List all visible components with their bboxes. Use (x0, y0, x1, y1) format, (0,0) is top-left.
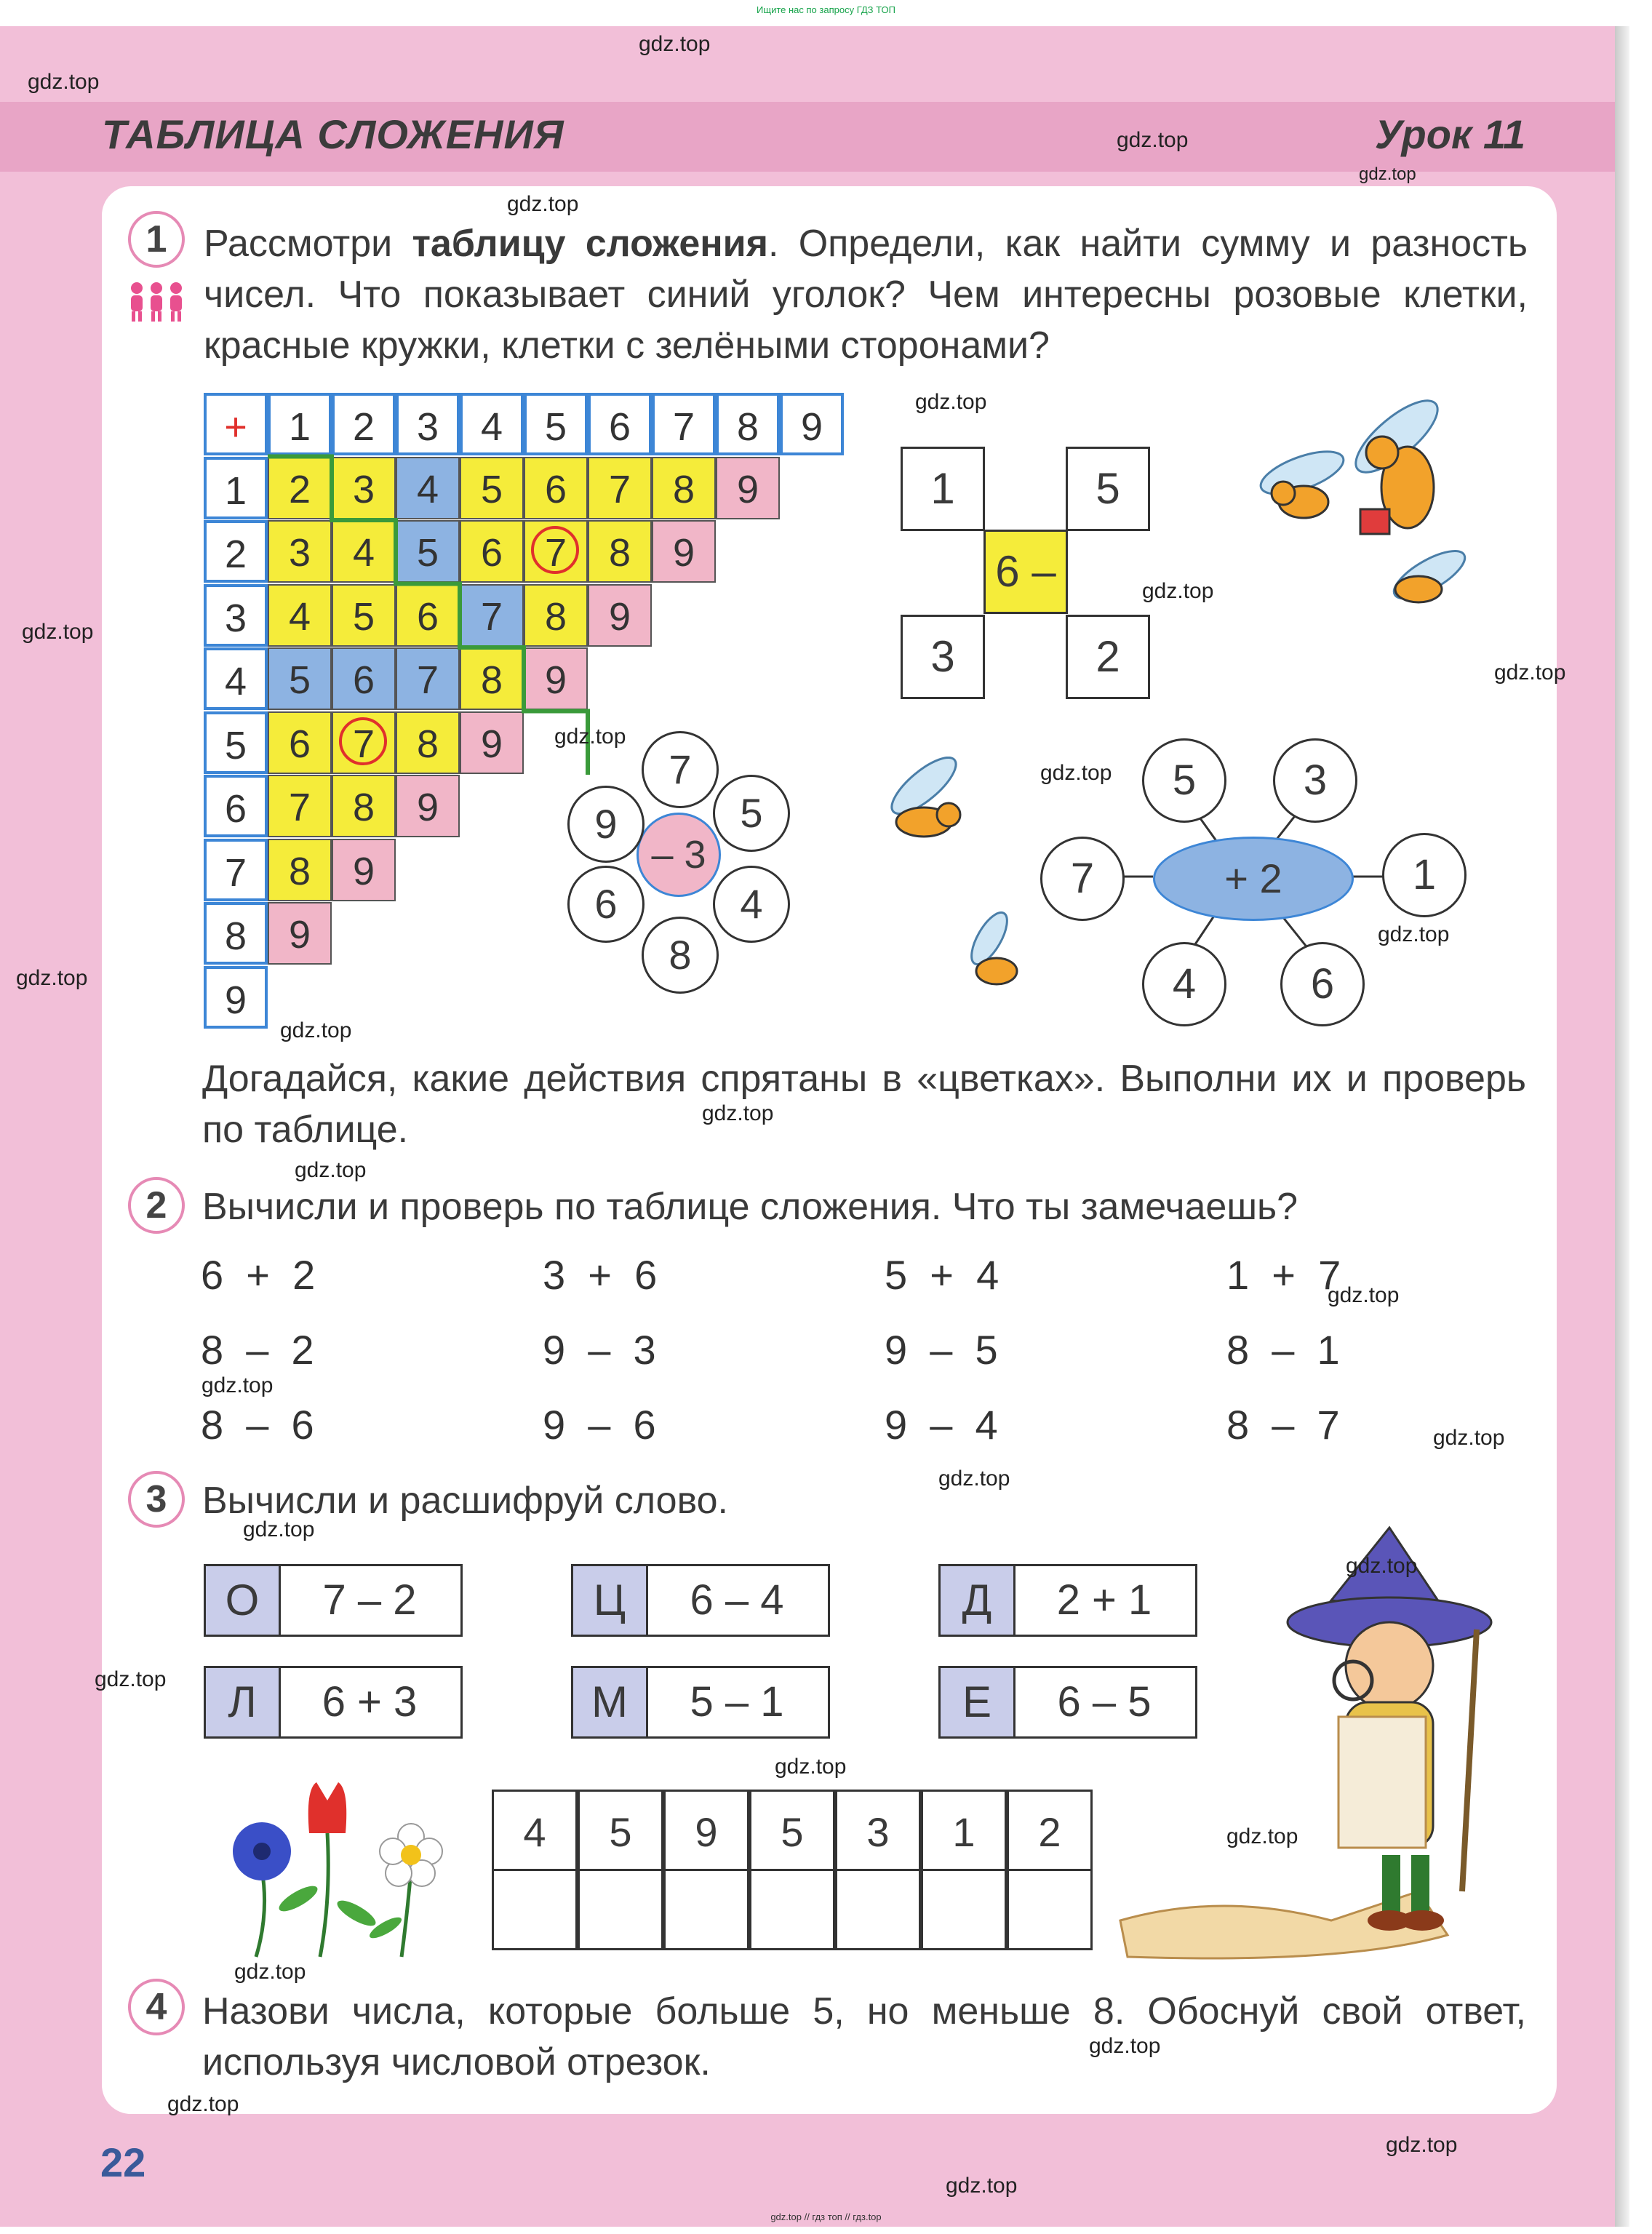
watermark: gdz.top (1386, 2133, 1458, 2157)
flower-minus-petal: 5 (713, 775, 790, 852)
table-sum-cell: 5 (460, 457, 524, 519)
flower-minus-petal: 4 (713, 866, 790, 943)
table-sum-cell: 9 (716, 457, 780, 519)
task4-text: Назови числа, которые больше 5, но меньше 8. Обоснуй свой ответ, используя числовой отрезок. (202, 1990, 1526, 2083)
watermark: gdz.top (1346, 1554, 1418, 1578)
expression: 6 + 2 (201, 1252, 316, 1298)
table-sum-cell: 7 (396, 647, 460, 710)
flowers-illustration (211, 1768, 458, 1964)
pair-work-icon (127, 279, 186, 323)
cipher-key (204, 1564, 1222, 1746)
watermark: gdz.top (1359, 164, 1416, 184)
watermark: gdz.top (1328, 1283, 1400, 1307)
watermark: gdz.top (280, 1018, 352, 1042)
watermark: gdz.top (234, 1960, 306, 1984)
table-sum-cell: 4 (332, 520, 396, 583)
cipher-expression: 5 – 1 (690, 1678, 784, 1726)
table-sum-cell: 6 (332, 647, 396, 710)
page-edge-shadow (1615, 26, 1629, 2227)
cipher-card (571, 1666, 830, 1739)
flower-plus-petal: 6 (1280, 942, 1365, 1026)
expression: 8 – 7 (1226, 1402, 1340, 1448)
red-circle-marker (531, 526, 579, 574)
flower-minus-petal: 8 (642, 917, 719, 994)
watermark: gdz.top (1378, 922, 1450, 946)
table-header-cell: 7 (652, 393, 716, 455)
table-sum-cell: 9 (588, 584, 652, 647)
table-header-cell: 8 (716, 393, 780, 455)
expression: 9 – 4 (885, 1402, 998, 1448)
cipher-letter: Е (941, 1668, 1015, 1736)
watermark: gdz.top (201, 1373, 274, 1397)
table-sum-cell: 5 (268, 647, 332, 710)
cross-cell-bottom-left: 3 (901, 615, 985, 699)
task3-text: Вычисли и расшифруй слово. (202, 1480, 728, 1522)
table-sum-cell: 8 (268, 839, 332, 901)
table-sum-cell: 3 (332, 457, 396, 519)
table-sum-cell: 3 (268, 520, 332, 583)
table-sum-cell: 7 (524, 520, 588, 583)
answer-letter-slot[interactable] (492, 1869, 578, 1950)
cipher-letter: О (206, 1566, 281, 1635)
cipher-letter: Ц (573, 1566, 648, 1635)
flower-minus-petal: 9 (567, 786, 645, 863)
task3-number: 3 (128, 1471, 185, 1528)
table-sum-cell: 9 (524, 647, 588, 710)
flower-plus-center: + 2 (1153, 837, 1354, 921)
bees-illustration (1237, 393, 1484, 640)
answer-number-cell: 5 (749, 1790, 835, 1871)
cipher-expression: 6 – 5 (1057, 1678, 1152, 1726)
table-sum-cell: 6 (460, 520, 524, 583)
expression: 1 + 7 (1226, 1252, 1341, 1298)
watermark: gdz.top (167, 2092, 239, 2116)
table-sum-cell: 9 (396, 775, 460, 837)
watermark: gdz.top (915, 390, 987, 414)
table-sum-cell: 8 (332, 775, 396, 837)
table-sum-cell: 7 (268, 775, 332, 837)
cipher-card (571, 1564, 830, 1637)
answer-letter-slot[interactable] (578, 1869, 663, 1950)
answer-letter-slot[interactable] (749, 1869, 835, 1950)
watermark: gdz.top (554, 725, 626, 749)
expression: 3 + 6 (543, 1252, 658, 1298)
expression: 9 – 6 (543, 1402, 656, 1448)
cipher-letter: Д (941, 1566, 1015, 1635)
watermark: gdz.top (639, 32, 711, 56)
answer-number-cell: 2 (1007, 1790, 1093, 1871)
cross-cell-top-left: 1 (901, 447, 985, 531)
watermark: gdz.top (1494, 661, 1566, 685)
table-sum-cell: 7 (460, 584, 524, 647)
table-row-header-cell: 5 (204, 711, 268, 774)
table-sum-cell: 7 (332, 711, 396, 774)
task2-number: 2 (128, 1177, 185, 1234)
table-sum-cell: 8 (588, 520, 652, 583)
table-header-cell: 5 (524, 393, 588, 455)
cipher-expression: 7 – 2 (322, 1576, 417, 1624)
watermark: gdz.top (1040, 761, 1112, 785)
watermark: gdz.top (1433, 1426, 1505, 1450)
task1-number: 1 (128, 211, 185, 268)
flower-minus-center: – 3 (637, 813, 721, 897)
watermark: gdz.top (938, 1467, 1010, 1491)
watermark: gdz.top (507, 192, 579, 216)
cipher-card (204, 1666, 463, 1739)
expression: 8 – 2 (201, 1327, 314, 1373)
table-sum-cell: 6 (524, 457, 588, 519)
flower-plus-petal: 3 (1273, 738, 1357, 823)
table-sum-cell: 2 (268, 457, 332, 519)
cipher-card (204, 1564, 463, 1637)
watermark: gdz.top (28, 70, 100, 94)
table-sum-cell: 8 (460, 647, 524, 710)
table-row-header-cell: 7 (204, 839, 268, 901)
table-header-cell: 1 (268, 393, 332, 455)
cross-cell-top-right: 5 (1066, 447, 1150, 531)
table-sum-cell: 4 (396, 457, 460, 519)
task1-text: Рассмотри таблицу сложения. Определи, как найти сумму и разность чисел. Что показывает синий уголок? Чем интересны розовые клетки, красные кружки, клетки с зелёными сторонами? (204, 223, 1528, 367)
task2-expressions (201, 1251, 1437, 1469)
task1-hint: Догадайся, какие действия спрятаны в «цветках». Выполни их и проверь по таблице. (202, 1058, 1526, 1151)
table-sum-cell: 4 (268, 584, 332, 647)
answer-number-cell: 4 (492, 1790, 578, 1871)
cipher-letter: М (573, 1668, 648, 1736)
flower-minus-petal: 7 (642, 731, 719, 808)
table-row-header-cell: 3 (204, 584, 268, 647)
watermark: gdz.top (1226, 1824, 1298, 1848)
table-header-cell: 2 (332, 393, 396, 455)
flower-minus-petal: 6 (567, 866, 645, 943)
table-sum-cell: 5 (332, 584, 396, 647)
red-circle-marker (339, 717, 387, 765)
cross-cell-bottom-right: 2 (1066, 615, 1150, 699)
table-sum-cell: 6 (268, 711, 332, 774)
wizard-illustration (1113, 1513, 1542, 1964)
table-header-cell: 4 (460, 393, 524, 455)
table-sum-cell: 8 (396, 711, 460, 774)
task4-number: 4 (128, 1979, 185, 2035)
cipher-expression: 6 + 3 (322, 1678, 418, 1726)
watermark: gdz.top (243, 1517, 315, 1541)
table-row-header-cell: 9 (204, 966, 268, 1029)
answer-number-cell: 9 (663, 1790, 749, 1871)
watermark: gdz.top (1117, 128, 1189, 152)
watermark: gdz.top (775, 1755, 847, 1779)
table-header-cell: 3 (396, 393, 460, 455)
bee-icon (873, 757, 989, 851)
watermark: gdz.top (1089, 2034, 1161, 2058)
cipher-expression: 6 – 4 (690, 1576, 784, 1624)
expression: 5 + 4 (885, 1252, 999, 1298)
page-title: ТАБЛИЦА СЛОЖЕНИЯ (102, 111, 564, 157)
table-sum-cell: 6 (396, 584, 460, 647)
table-sum-cell: 8 (652, 457, 716, 519)
top-note: Ищите нас по запросу ГДЗ ТОП (757, 4, 895, 15)
table-sum-cell: 9 (268, 902, 332, 965)
flower-plus-petal: 4 (1142, 942, 1226, 1026)
answer-letter-slot[interactable] (835, 1869, 921, 1950)
answer-letter-slot[interactable] (1007, 1869, 1093, 1950)
watermark: gdz.top (16, 966, 88, 990)
page-number: 22 (100, 2139, 146, 2185)
cipher-expression: 2 + 1 (1056, 1576, 1152, 1624)
watermark: gdz.top (95, 1667, 167, 1691)
table-row-header-cell: 2 (204, 520, 268, 583)
lesson-label: Урок 11 (1375, 111, 1526, 157)
bottom-note: gdz.top // гдз топ // гдз.top (770, 2211, 882, 2222)
expression: 9 – 5 (885, 1327, 998, 1373)
expression: 9 – 3 (543, 1327, 656, 1373)
flower-plus-petal: 1 (1382, 833, 1467, 917)
table-row-header-cell: 8 (204, 902, 268, 965)
watermark: gdz.top (295, 1158, 367, 1182)
table-header-cell: 9 (780, 393, 844, 455)
table-sum-cell: 5 (396, 520, 460, 583)
answer-letter-slot[interactable] (921, 1869, 1007, 1950)
table-plus-sign: + (204, 393, 268, 455)
flower-plus-petal: 5 (1142, 738, 1226, 823)
watermark: gdz.top (1142, 579, 1214, 603)
flower-plus-petal: 7 (1040, 837, 1125, 921)
table-sum-cell: 7 (588, 457, 652, 519)
table-sum-cell: 9 (652, 520, 716, 583)
watermark: gdz.top (22, 620, 94, 644)
cipher-letter: Л (206, 1668, 281, 1736)
watermark: gdz.top (946, 2174, 1018, 2198)
bee-icon-small (953, 902, 1040, 1004)
table-row-header-cell: 4 (204, 647, 268, 710)
table-sum-cell: 9 (460, 711, 524, 774)
cross-cell-center: 6 – (983, 530, 1068, 614)
watermark: gdz.top (702, 1101, 774, 1125)
table-row-header-cell: 1 (204, 457, 268, 519)
table-header-cell: 6 (588, 393, 652, 455)
table-row-header-cell: 6 (204, 775, 268, 837)
expression: 8 – 1 (1226, 1327, 1340, 1373)
answer-grid (492, 1790, 1096, 1957)
answer-number-cell: 3 (835, 1790, 921, 1871)
table-sum-cell: 9 (332, 839, 396, 901)
answer-number-cell: 5 (578, 1790, 663, 1871)
answer-letter-slot[interactable] (663, 1869, 749, 1950)
task2-text: Вычисли и проверь по таблице сложения. Что ты замечаешь? (202, 1186, 1298, 1228)
answer-number-cell: 1 (921, 1790, 1007, 1871)
flower-minus (553, 727, 815, 1004)
table-sum-cell: 8 (524, 584, 588, 647)
expression: 8 – 6 (201, 1402, 314, 1448)
